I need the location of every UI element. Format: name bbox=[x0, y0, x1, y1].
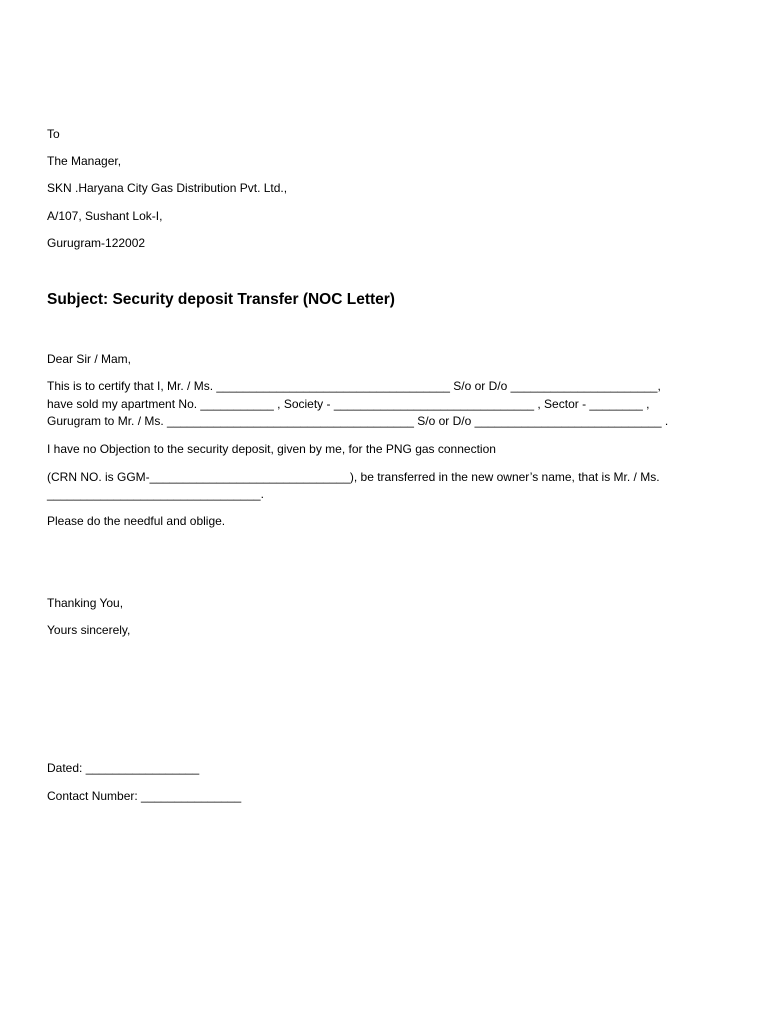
request-line: Please do the needful and oblige. bbox=[47, 514, 226, 528]
recipient-city: Gurugram-122002 bbox=[47, 236, 146, 250]
salutation: Dear Sir / Mam, bbox=[47, 352, 132, 366]
crn-line-2: ________________________________. bbox=[47, 487, 264, 501]
recipient-title: The Manager, bbox=[47, 154, 122, 168]
crn-line-1: (CRN NO. is GGM-______________________________), be transferred in the new owner’s name, that is Mr. / Ms. bbox=[47, 470, 660, 484]
closing-line: Yours sincerely, bbox=[47, 623, 131, 637]
certify-line-2: have sold my apartment No. ___________ , Society - ______________________________ , Sector - ________ , bbox=[47, 397, 650, 411]
letter-subject: Subject: Security deposit Transfer (NOC Letter) bbox=[47, 291, 395, 308]
recipient-company: SKN .Haryana City Gas Distribution Pvt. Ltd., bbox=[47, 181, 288, 195]
recipient-to: To bbox=[47, 127, 60, 141]
certify-line-1: This is to certify that I, Mr. / Ms. ___________________________________ S/o or D/o ______________________, bbox=[47, 379, 661, 393]
contact-number-field: Contact Number: _______________ bbox=[47, 789, 242, 803]
recipient-address: A/107, Sushant Lok-I, bbox=[47, 209, 163, 223]
certify-line-3: Gurugram to Mr. / Ms. _____________________________________ S/o or D/o ____________________________ . bbox=[47, 414, 669, 428]
objection-line: I have no Objection to the security deposit, given by me, for the PNG gas connection bbox=[47, 442, 496, 456]
thanks-line: Thanking You, bbox=[47, 596, 124, 610]
dated-field: Dated: _________________ bbox=[47, 761, 200, 775]
